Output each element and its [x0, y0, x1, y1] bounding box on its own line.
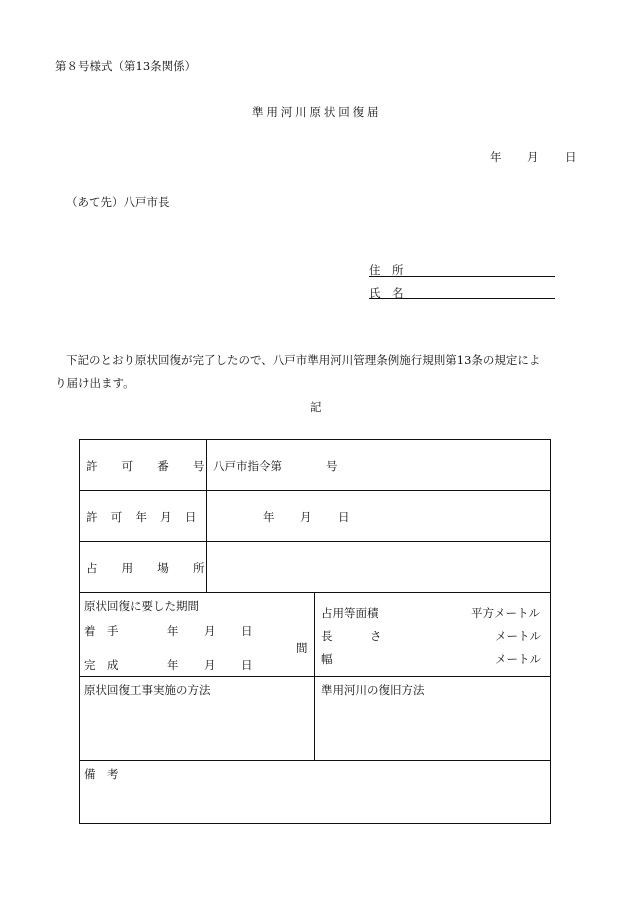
width-label: 幅 — [321, 652, 333, 666]
width-unit: メートル — [495, 652, 541, 666]
address-label: 住 所 — [369, 263, 404, 277]
addressee: （あて先）八戸市長 — [66, 195, 170, 209]
table-border-right — [550, 439, 551, 824]
row-separator — [79, 541, 551, 542]
complete-year: 年 — [167, 658, 179, 672]
form-number: 第８号様式（第13条関係） — [55, 59, 197, 73]
complete-month: 月 — [204, 658, 216, 672]
middle-column-separator — [314, 592, 315, 760]
permit-date-year: 年 — [263, 510, 275, 524]
complete-label: 完 成 — [84, 658, 119, 672]
permit-number-suffix: 号 — [326, 459, 338, 473]
length-unit: メートル — [495, 629, 541, 643]
location-label: 占用場所 — [86, 561, 229, 575]
permit-number-prefix: 八戸市指令第 — [213, 459, 282, 473]
complete-day: 日 — [241, 658, 253, 672]
name-label: 氏 名 — [369, 286, 404, 300]
ki-label: 記 — [310, 400, 322, 414]
kan-label: 間 — [296, 641, 308, 655]
date-month: 月 — [527, 150, 539, 164]
start-day: 日 — [241, 624, 253, 638]
row-separator — [79, 676, 551, 677]
table-border-bottom — [79, 823, 551, 824]
row-separator — [79, 760, 551, 761]
remarks-label: 備 考 — [84, 767, 119, 781]
address-underline — [369, 276, 555, 277]
permit-date-day: 日 — [338, 510, 350, 524]
name-underline — [369, 298, 555, 299]
body-text-line2: り届け出ます。 — [55, 376, 135, 390]
permit-date-label: 許可年月日 — [86, 510, 210, 524]
area-label: 占用等面積 — [321, 606, 379, 620]
date-day: 日 — [565, 150, 577, 164]
document-title: 準用河川原状回復届 — [252, 105, 382, 119]
length-label-sa: さ — [370, 629, 382, 643]
date-year: 年 — [490, 150, 502, 164]
area-unit: 平方メートル — [471, 606, 540, 620]
method-label: 原状回復工事実施の方法 — [84, 683, 211, 697]
restore-method-label: 準用河川の復旧方法 — [321, 683, 425, 697]
row-separator — [79, 490, 551, 491]
table-border-left — [79, 439, 80, 824]
length-label: 長 — [321, 629, 333, 643]
start-month: 月 — [204, 624, 216, 638]
permit-number-label: 許可番号 — [86, 459, 229, 473]
body-text-line1: 下記のとおり原状回復が完了したので、八戸市準用河川管理条例施行規則第13条の規定によ — [66, 353, 541, 367]
start-year: 年 — [167, 624, 179, 638]
row-separator — [79, 592, 551, 593]
start-label: 着 手 — [84, 624, 119, 638]
period-label: 原状回復に要した期間 — [84, 599, 199, 613]
permit-date-month: 月 — [300, 510, 312, 524]
table-border-top — [79, 439, 551, 440]
